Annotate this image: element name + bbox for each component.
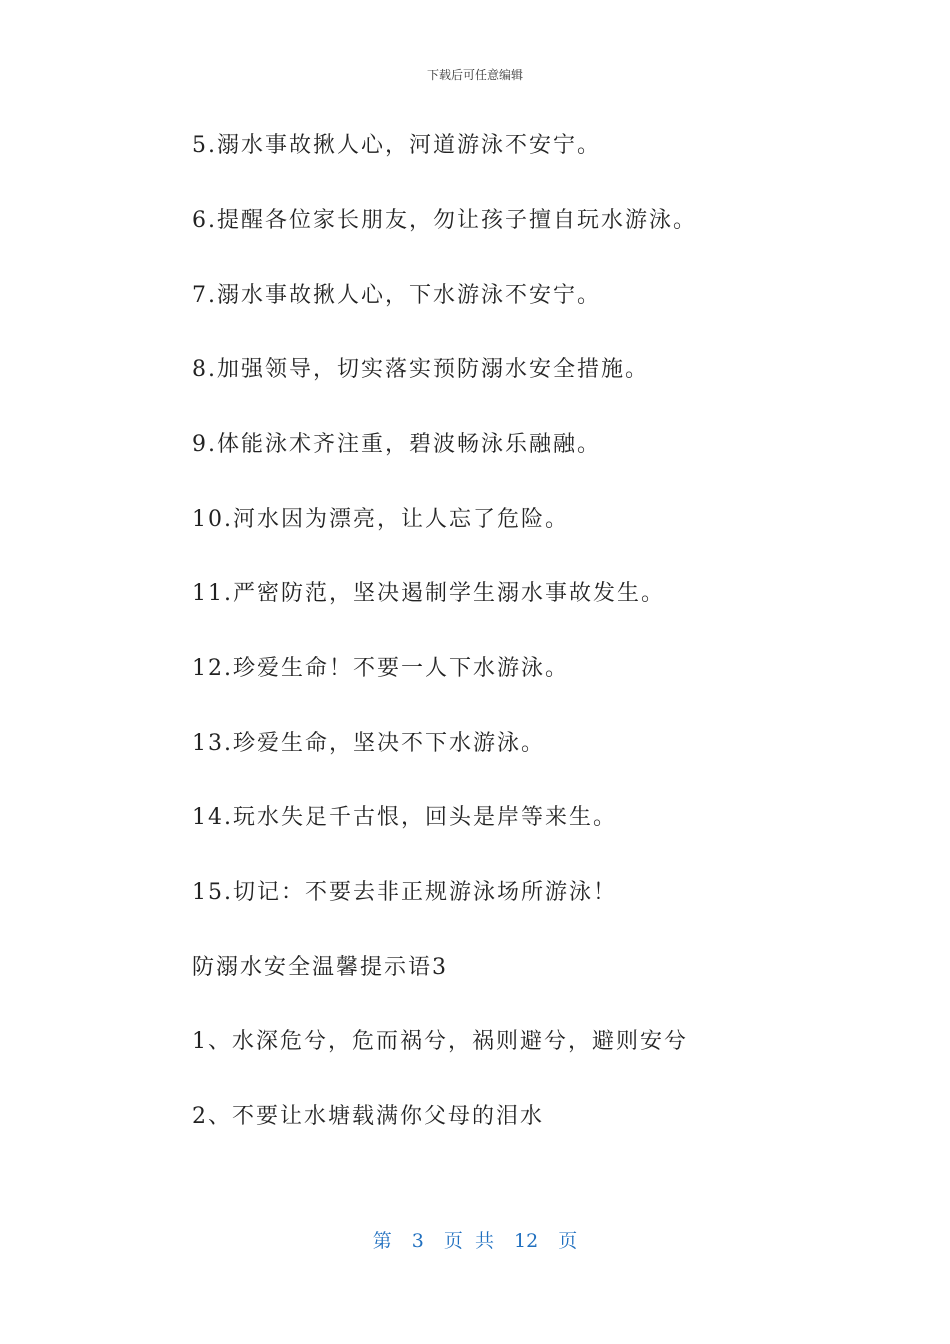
footer-page-number: 3 xyxy=(411,1230,424,1252)
text-line: 7.溺水事故揪人心，下水游泳不安宁。 xyxy=(192,283,601,308)
page-footer xyxy=(0,1226,950,1253)
text-line: 15.切记：不要去非正规游泳场所游泳！ xyxy=(192,880,617,905)
footer-suffix: 页 xyxy=(558,1230,578,1252)
section-heading: 防溺水安全温馨提示语3 xyxy=(192,955,448,980)
footer-mid: 页 共 xyxy=(443,1230,494,1252)
text-line: 10.河水因为漂亮，让人忘了危险。 xyxy=(192,507,569,532)
text-line: 9.体能泳术齐注重，碧波畅泳乐融融。 xyxy=(192,432,601,457)
footer-total-pages: 12 xyxy=(514,1230,539,1252)
footer-prefix: 第 xyxy=(372,1230,392,1252)
text-line: 11.严密防范，坚决遏制学生溺水事故发生。 xyxy=(192,581,665,606)
text-line: 12.珍爱生命！不要一人下水游泳。 xyxy=(192,656,569,681)
text-line: 13.珍爱生命，坚决不下水游泳。 xyxy=(192,731,545,756)
text-line: 8.加强领导，切实落实预防溺水安全措施。 xyxy=(192,357,649,382)
text-line: 2、不要让水塘载满你父母的泪水 xyxy=(192,1104,544,1129)
text-line: 14.玩水失足千古恨，回头是岸等来生。 xyxy=(192,805,617,830)
text-line: 5.溺水事故揪人心，河道游泳不安宁。 xyxy=(192,133,601,158)
text-line: 1、水深危兮，危而祸兮，祸则避兮，避则安兮 xyxy=(192,1029,688,1054)
header-note: 下载后可任意编辑 xyxy=(426,68,523,82)
text-line: 6.提醒各位家长朋友，勿让孩子擅自玩水游泳。 xyxy=(192,208,697,233)
